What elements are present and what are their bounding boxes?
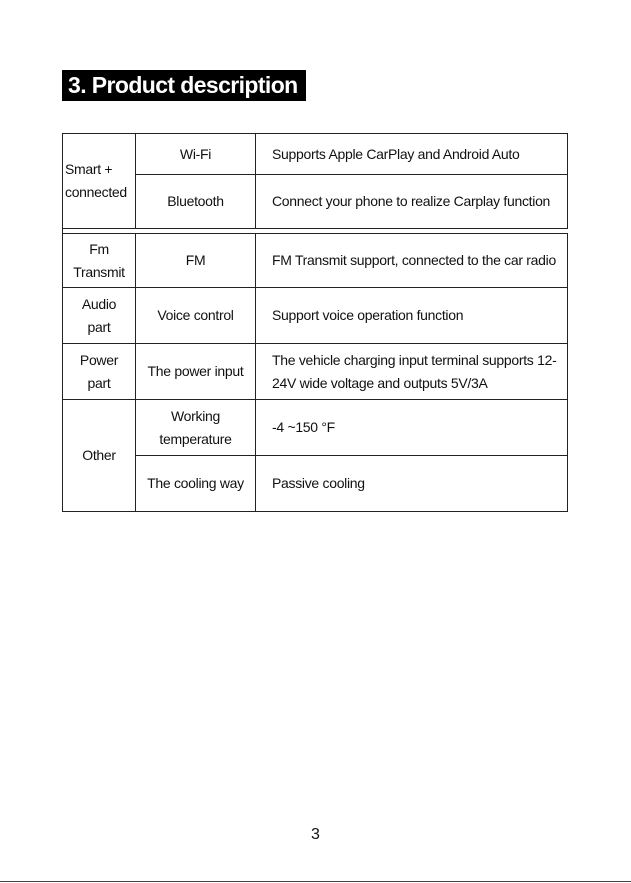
feature-fm: FM xyxy=(136,234,256,288)
description-cooling-way: Passive cooling xyxy=(256,456,568,512)
description-wifi: Supports Apple CarPlay and Android Auto xyxy=(256,134,568,175)
table-row xyxy=(63,288,568,344)
feature-wifi: Wi-Fi xyxy=(136,134,256,175)
spec-table xyxy=(62,133,568,512)
feature-bluetooth: Bluetooth xyxy=(136,175,256,229)
description-voice-control: Support voice operation function xyxy=(256,288,568,344)
footer-divider xyxy=(0,881,631,882)
category-power-part: Power part xyxy=(63,344,136,400)
table-row xyxy=(63,344,568,400)
table-row xyxy=(63,456,568,512)
description-bluetooth: Connect your phone to realize Carplay function xyxy=(256,175,568,229)
category-other: Other xyxy=(63,400,136,512)
description-fm: FM Transmit support, connected to the car radio xyxy=(256,234,568,288)
table-row xyxy=(63,234,568,288)
feature-power-input: The power input xyxy=(136,344,256,400)
description-power-input: The vehicle charging input terminal supports 12-24V wide voltage and outputs 5V/3A xyxy=(256,344,568,400)
table-row xyxy=(63,400,568,456)
feature-working-temperature: Working temperature xyxy=(136,400,256,456)
category-audio-part: Audio part xyxy=(63,288,136,344)
feature-cooling-way: The cooling way xyxy=(136,456,256,512)
category-label: Smart + connected xyxy=(65,161,127,200)
description-working-temperature: -4 ~150 °F xyxy=(256,400,568,456)
feature-voice-control: Voice control xyxy=(136,288,256,344)
table-row xyxy=(63,134,568,175)
page-number: 3 xyxy=(311,826,320,843)
category-smart-connected xyxy=(63,134,136,229)
section-title: 3. Product description xyxy=(62,70,306,101)
category-fm-transmit: Fm Transmit xyxy=(63,234,136,288)
table-row xyxy=(63,175,568,229)
